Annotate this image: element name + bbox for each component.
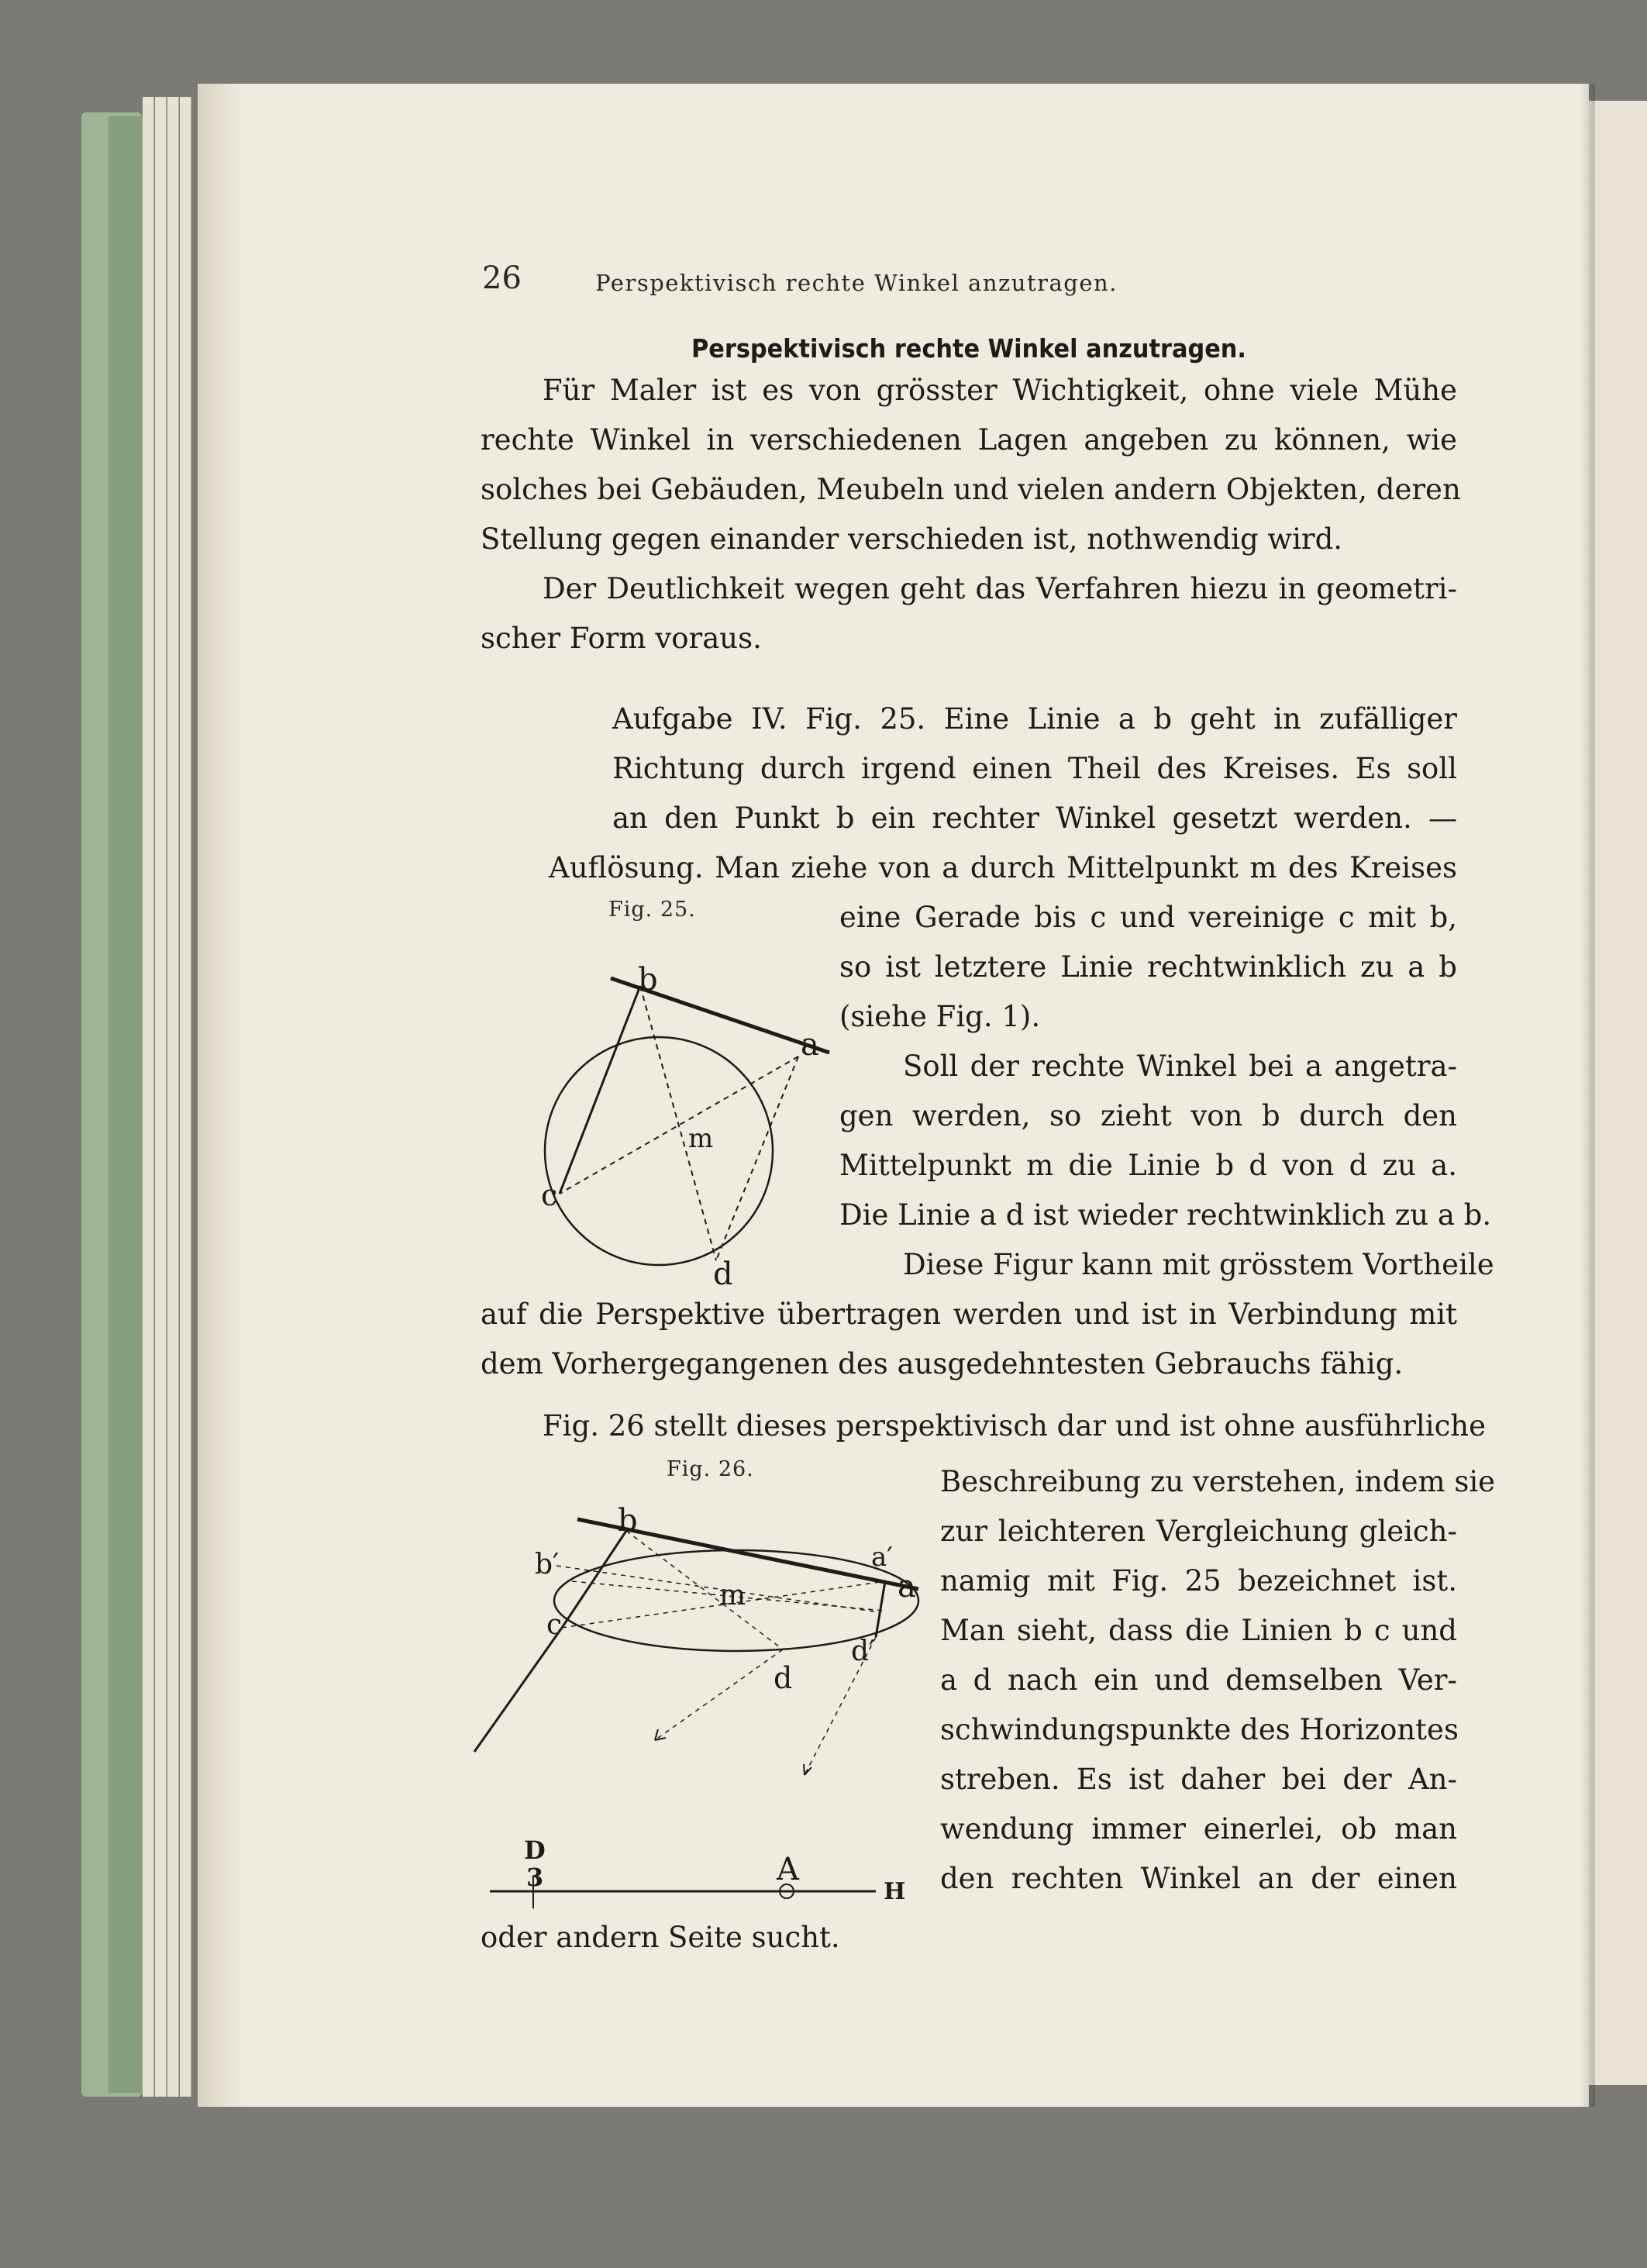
text-line: a d nach ein und demselben Ver- xyxy=(940,1663,1457,1697)
text-line: so ist letztere Linie rechtwinklich zu a b xyxy=(839,950,1457,984)
text-line: (siehe Fig. 1). xyxy=(839,1000,1041,1033)
label-d: d xyxy=(774,1661,793,1695)
text-line: Richtung durch irgend einen Theil des Kreises. Es soll xyxy=(612,752,1457,785)
figure-caption: Fig. 26. xyxy=(667,1457,754,1481)
figure-caption: Fig. 25. xyxy=(608,898,696,922)
text-line: an den Punkt b ein rechter Winkel gesetzt werden. — xyxy=(612,801,1457,835)
label-m: m xyxy=(719,1580,746,1611)
text-line: Fig. 26 stellt dieses perspektivisch dar und ist ohne ausführliche xyxy=(543,1409,1487,1442)
line-ad xyxy=(876,1581,885,1637)
running-header: Perspektivisch rechte Winkel anzutragen. xyxy=(595,270,1118,296)
label-b: b xyxy=(618,1503,638,1539)
text-line: Beschreibung zu verstehen, indem sie xyxy=(940,1465,1496,1498)
label-D: D xyxy=(524,1835,546,1865)
text-line: solches bei Gebäuden, Meubeln und vielen andern Objekten, deren xyxy=(481,473,1461,506)
section-title: Perspektivisch rechte Winkel anzutragen. xyxy=(691,333,1246,364)
text-line: auf die Perspektive übertragen werden und ist in Verbindung mit xyxy=(481,1298,1457,1331)
text-line: zur leichteren Vergleichung gleich- xyxy=(940,1515,1457,1548)
text-line: den rechten Winkel an der einen xyxy=(940,1862,1457,1895)
text-line: Für Maler ist es von grösster Wichtigkeit, ohne viele Mühe xyxy=(543,374,1457,407)
label-c: c xyxy=(541,1178,558,1212)
text-line: Diese Figur kann mit grösstem Vortheile xyxy=(903,1248,1494,1281)
text-line: gen werden, so zieht von b durch den xyxy=(839,1099,1457,1132)
label-a: a xyxy=(898,1569,916,1604)
text-line: namig mit Fig. 25 bezeichnet ist. xyxy=(940,1564,1457,1598)
text-line: Stellung gegen einander verschieden ist, nothwendig wird. xyxy=(481,522,1343,556)
text-line: streben. Es ist daher bei der An- xyxy=(940,1763,1457,1796)
text-line: oder andern Seite sucht. xyxy=(481,1921,840,1954)
text-line: scher Form voraus. xyxy=(481,622,762,655)
label-b-prime: b′ xyxy=(535,1549,560,1580)
text-line: Mittelpunkt m die Linie b d von d zu a. xyxy=(839,1149,1457,1182)
page-number: 26 xyxy=(482,260,522,296)
text-line: schwindungspunkte des Horizontes xyxy=(940,1713,1459,1746)
label-d-prime: d′ xyxy=(851,1636,876,1667)
label-d: d xyxy=(713,1256,733,1292)
arrow-head xyxy=(655,1729,666,1740)
label-A: A xyxy=(777,1852,799,1887)
line-bd xyxy=(626,1531,783,1649)
text-line: Soll der rechte Winkel bei a angetra- xyxy=(903,1050,1457,1083)
text-line: Auflösung. Man ziehe von a durch Mittelpunkt m des Kreises xyxy=(549,851,1457,884)
text-line: wendung immer einerlei, ob man xyxy=(940,1812,1457,1846)
text-line: Der Deutlichkeit wegen geht das Verfahren hiezu in geometri- xyxy=(543,572,1457,605)
label-m: m xyxy=(688,1123,714,1154)
text-line: rechte Winkel in verschiedenen Lagen angeben zu können, wie xyxy=(481,423,1457,457)
line-d-vanish xyxy=(655,1649,783,1740)
label-D-sub: 3 xyxy=(526,1863,544,1892)
label-H: H xyxy=(884,1878,906,1905)
text-line: Man sieht, dass die Linien b c und xyxy=(940,1614,1457,1647)
label-a-prime: a′ xyxy=(871,1542,893,1573)
label-a: a xyxy=(801,1027,819,1063)
text-line: dem Vorhergegangenen des ausgedehntesten Gebrauchs fähig. xyxy=(481,1347,1404,1380)
text-line: Aufgabe IV. Fig. 25. Eine Linie a b geht in zufälliger xyxy=(612,702,1457,736)
line-c-vanish xyxy=(474,1628,562,1752)
label-c: c xyxy=(546,1609,563,1641)
label-b: b xyxy=(638,962,658,998)
text-line: eine Gerade bis c und vereinige c mit b, xyxy=(839,901,1457,934)
text-line: Die Linie a d ist wieder rechtwinklich zu a b. xyxy=(839,1198,1492,1232)
